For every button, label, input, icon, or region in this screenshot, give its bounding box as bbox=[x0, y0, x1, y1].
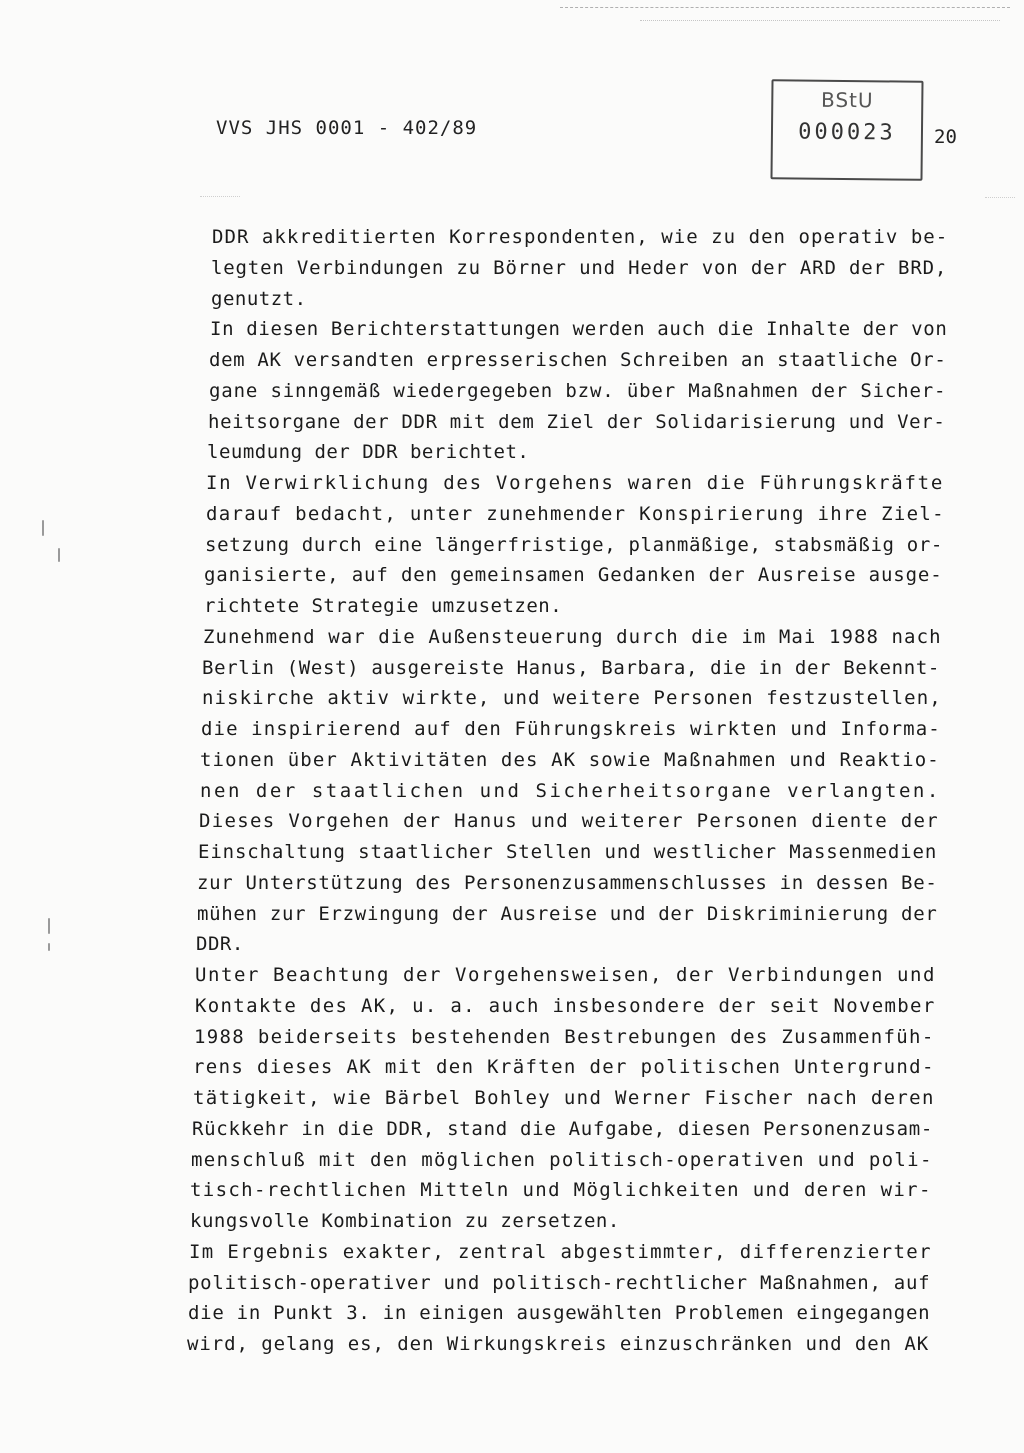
text-line: politisch-operativer und politisch-rechtlicher Maßnahmen, auf bbox=[188, 1272, 931, 1294]
scan-top-rule bbox=[560, 7, 1010, 8]
archive-stamp-number: 000023 bbox=[798, 119, 896, 146]
text-line: kungsvolle Kombination zu zersetzen. bbox=[190, 1210, 620, 1232]
text-line: tätigkeit, wie Bärbel Bohley und Werner Fischer nach deren bbox=[193, 1087, 935, 1109]
margin-mark bbox=[58, 548, 60, 562]
text-line: leumdung der DDR berichtet. bbox=[207, 441, 530, 463]
text-line: wird, gelang es, den Wirkungskreis einzuschränken und den AK bbox=[187, 1333, 930, 1355]
text-line: genutzt. bbox=[211, 288, 307, 310]
text-line: die inspirierend auf den Führungskreis wirkten und Informa- bbox=[201, 718, 941, 740]
archive-stamp-label: BStU bbox=[820, 87, 874, 113]
text-line: darauf bedacht, unter zunehmender Konspirierung ihre Ziel- bbox=[206, 503, 945, 525]
text-line: Berlin (West) ausgereiste Hanus, Barbara, die in der Bekennt- bbox=[202, 657, 941, 679]
text-line: gane sinngemäß wiedergegeben bzw. über Maßnahmen der Sicher- bbox=[209, 380, 947, 402]
text-line: DDR. bbox=[196, 933, 244, 955]
text-line: tionen über Aktivitäten des AK sowie Maßnahmen und Reaktio- bbox=[200, 749, 940, 771]
text-line: Im Ergebnis exakter, zentral abgestimmter, differenzierter bbox=[189, 1241, 932, 1263]
text-line: dem AK versandten erpresserischen Schreiben an staatliche Or- bbox=[209, 349, 947, 371]
text-line: nen der staatlichen und Sicherheitsorgane verlangten. bbox=[200, 780, 941, 802]
text-line: Kontakte des AK, u. a. auch insbesondere der seit November bbox=[195, 995, 936, 1017]
margin-mark bbox=[48, 943, 50, 951]
text-line: heitsorgane der DDR mit dem Ziel der Solidarisierung und Ver- bbox=[208, 411, 946, 433]
page-number: 20 bbox=[934, 126, 957, 148]
text-line: Dieses Vorgehen der Hanus und weiterer Personen diente der bbox=[199, 810, 940, 832]
scan-speck bbox=[985, 197, 1015, 198]
text-line: die in Punkt 3. in einigen ausgewählten Problemen eingegangen bbox=[188, 1302, 931, 1324]
text-line: 1988 beiderseits bestehenden Bestrebungen des Zusammenfüh- bbox=[194, 1026, 935, 1048]
text-line: mühen zur Erzwingung der Ausreise und der Diskriminierung der bbox=[197, 903, 938, 925]
text-line: In Verwirklichung des Vorgehens waren die Führungskräfte bbox=[206, 472, 945, 494]
margin-mark bbox=[42, 520, 44, 536]
text-line: zur Unterstützung des Personenzusammenschlusses in dessen Be- bbox=[197, 872, 938, 894]
text-line: tisch-rechtlichen Mitteln und Möglichkeiten und deren wir- bbox=[190, 1179, 932, 1201]
text-line: Zunehmend war die Außensteuerung durch die im Mai 1988 nach bbox=[203, 626, 942, 648]
margin-mark bbox=[48, 918, 50, 934]
scan-speck bbox=[200, 196, 240, 197]
text-line: Unter Beachtung der Vorgehensweisen, der Verbindungen und bbox=[195, 964, 936, 986]
text-line: Rückkehr in die DDR, stand die Aufgabe, diesen Personenzusam- bbox=[192, 1118, 934, 1140]
text-line: ganisierte, auf den gemeinsamen Gedanken der Ausreise ausge- bbox=[204, 564, 943, 586]
document-reference: VVS JHS 0001 - 402/89 bbox=[216, 117, 478, 139]
scan-top-rule-faint bbox=[640, 20, 1000, 21]
text-line: menschluß mit den möglichen politisch-operativen und poli- bbox=[191, 1149, 933, 1171]
text-line: rens dieses AK mit den Kräften der politischen Untergrund- bbox=[193, 1056, 935, 1078]
archive-stamp bbox=[770, 79, 923, 181]
text-line: Einschaltung staatlicher Stellen und westlicher Massenmedien bbox=[198, 841, 938, 863]
text-line: niskirche aktiv wirkte, und weitere Personen festzustellen, bbox=[202, 687, 942, 709]
text-line: richtete Strategie umzusetzen. bbox=[204, 595, 563, 617]
text-line: DDR akkreditierten Korrespondenten, wie zu den operativ be- bbox=[212, 226, 949, 248]
text-line: legten Verbindungen zu Börner und Heder von der ARD der BRD, bbox=[211, 257, 948, 279]
text-line: setzung durch eine längerfristige, planmäßige, stabsmäßig or- bbox=[205, 534, 944, 556]
text-line: In diesen Berichterstattungen werden auch die Inhalte der von bbox=[210, 318, 948, 340]
